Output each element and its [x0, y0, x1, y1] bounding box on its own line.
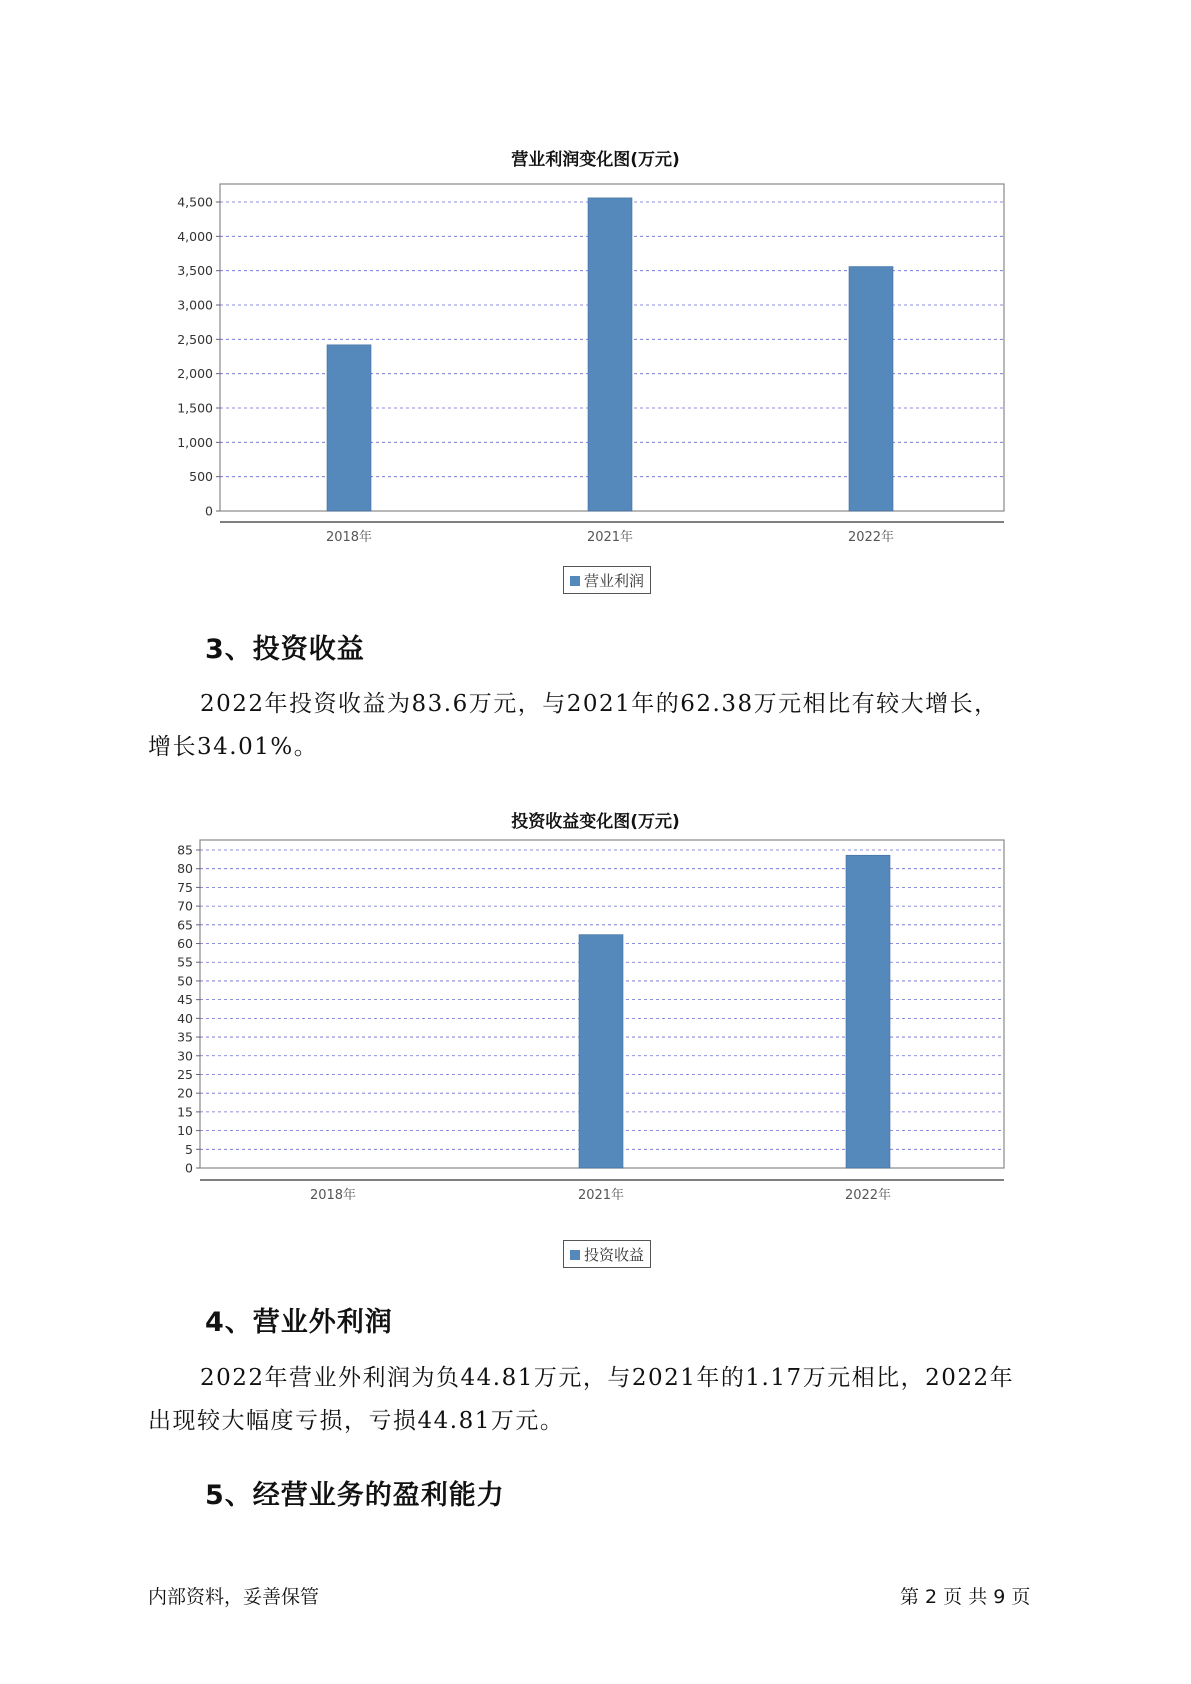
section-3-heading: 3、投资收益 [205, 634, 365, 665]
y-tick-label: 2,500 [177, 331, 213, 347]
bar-2022年 [846, 855, 890, 1168]
section-4-paragraph [148, 1357, 1068, 1443]
y-tick-label: 20 [177, 1085, 193, 1101]
x-tick-label: 2021年 [577, 1188, 625, 1203]
y-tick-label: 65 [177, 917, 193, 933]
section-4-heading: 4、营业外利润 [205, 1307, 393, 1338]
y-tick-label: 15 [177, 1104, 193, 1120]
y-tick-label: 3,500 [177, 263, 213, 279]
y-tick-label: 40 [177, 1010, 193, 1026]
y-tick-label: 50 [177, 973, 193, 989]
y-tick-label: 75 [177, 879, 193, 895]
footer-confidential: 内部资料，妥善保管 [148, 1586, 320, 1608]
chart2-title: 投资收益变化图(万元) [511, 812, 680, 832]
section-4-line1: 2022年营业外利润为负44.81万元，与2021年的1.17万元相比，2022年 [200, 1365, 1015, 1391]
chart2-legend [563, 1240, 651, 1268]
section-5-heading: 5、经营业务的盈利能力 [205, 1480, 505, 1511]
chart2-legend-label: 投资收益 [584, 1246, 645, 1264]
y-tick-label: 10 [177, 1123, 193, 1139]
x-tick-label: 2018年 [309, 1188, 357, 1203]
y-tick-label: 0 [185, 1160, 193, 1176]
y-tick-label: 35 [177, 1029, 193, 1045]
y-tick-label: 85 [177, 842, 193, 858]
y-tick-label: 70 [177, 898, 193, 914]
x-tick-label: 2021年 [586, 530, 634, 545]
y-tick-label: 2,000 [177, 366, 213, 382]
y-tick-label: 25 [177, 1066, 193, 1082]
section-3-line1: 2022年投资收益为83.6万元，与2021年的62.38万元相比有较大增长， [200, 691, 999, 717]
footer-page-number: 第 2 页 共 9 页 [900, 1586, 1031, 1608]
legend-swatch [570, 1250, 580, 1260]
bar-2021年 [579, 935, 623, 1168]
y-tick-label: 55 [177, 954, 193, 970]
section-4-line2: 出现较大幅度亏损，亏损44.81万元。 [148, 1408, 565, 1434]
y-tick-label: 0 [205, 503, 213, 519]
x-tick-label: 2022年 [844, 1188, 892, 1203]
y-tick-label: 4,000 [177, 228, 213, 244]
y-tick-label: 80 [177, 861, 193, 877]
y-tick-label: 1,000 [177, 434, 213, 450]
y-tick-label: 5 [185, 1141, 193, 1157]
y-tick-label: 4,500 [177, 194, 213, 210]
chart1-title: 营业利润变化图(万元) [511, 150, 680, 170]
y-tick-label: 1,500 [177, 400, 213, 416]
chart1-legend-label: 营业利润 [584, 572, 645, 590]
y-tick-label: 30 [177, 1048, 193, 1064]
x-tick-label: 2018年 [325, 530, 373, 545]
y-tick-label: 45 [177, 992, 193, 1008]
y-tick-label: 3,000 [177, 297, 213, 313]
x-tick-label: 2022年 [847, 530, 895, 545]
y-tick-label: 60 [177, 936, 193, 952]
y-tick-label: 500 [189, 469, 213, 485]
section-3-line2: 增长34.01%。 [148, 734, 319, 760]
